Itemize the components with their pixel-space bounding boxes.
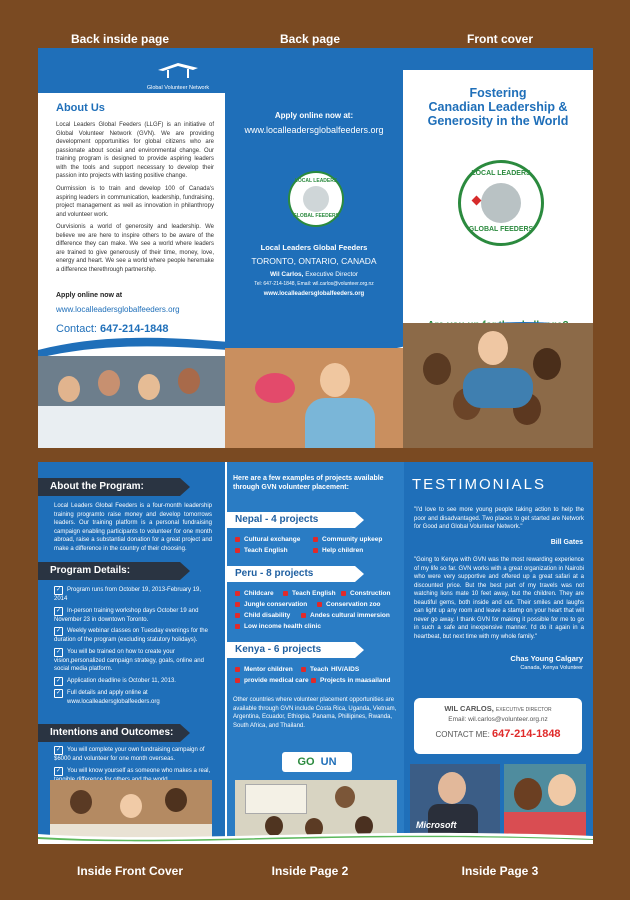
project-item: provide medical care xyxy=(235,675,311,686)
card-phone: 647-214-1848 xyxy=(492,728,561,740)
front-seal-globe xyxy=(481,183,521,223)
peru-list xyxy=(235,588,403,632)
card-name: WIL CARLOS, xyxy=(444,704,494,713)
other-countries: Other countries where volunteer placement opportunities are available through GVN include Costa Rica, Uganda, Vietnam, Argentina, Ecuador, Ethiopia, Panama, Phillipines, Rwanda, South Africa, and Thailand. xyxy=(233,697,397,729)
outcome-item: ✓ You will complete your own fundraising campaign of $6000 and volunteer for one month overseas. xyxy=(54,747,205,762)
card-role: EXECUTIVE DIRECTOR xyxy=(495,707,552,713)
testimonials-panel xyxy=(404,462,593,844)
quote-2-author: Chas Young Calgary xyxy=(510,654,583,663)
back-city: TORONTO, ONTARIO, CANADA xyxy=(251,256,377,266)
maple-leaf-icon xyxy=(472,196,482,206)
quote-2-sub: Canada, Kenya Volunteer xyxy=(520,665,583,671)
front-seal xyxy=(458,160,544,246)
project-item: Childcare xyxy=(235,588,283,599)
projects-panel xyxy=(227,462,404,844)
details-url[interactable]: www.localleadersglobalfeeders.org xyxy=(67,698,160,705)
seal-globe xyxy=(303,186,329,212)
back-person-role: Executive Director xyxy=(305,271,359,278)
hut-icon xyxy=(153,60,203,80)
project-item: Mentor children xyxy=(235,664,301,675)
inside-sheet xyxy=(38,462,593,844)
front-title-1: Fostering xyxy=(469,86,527,100)
project-item: Jungle conservation xyxy=(235,599,317,610)
project-item: Teach English xyxy=(283,588,341,599)
project-item: HIV/AIDS xyxy=(331,666,360,673)
seal-bottom: GLOBAL FEEDERS xyxy=(292,213,340,219)
check-icon: ✓ xyxy=(55,648,62,655)
label-back-inside: Back inside page xyxy=(70,32,170,46)
project-item: Teach xyxy=(301,664,331,675)
detail-item: ✓ Application deadline is October 11, 2013. xyxy=(55,677,176,684)
project-item: Teach English xyxy=(235,545,313,556)
quote-1: "I'd love to see more young people taking action to help the poor and disadvantaged. Two places to get started are Network for Good and Global Volunteer Network." xyxy=(414,507,584,530)
label-front-cover: Front cover xyxy=(466,32,533,46)
front-seal-bottom: GLOBAL FEEDERS xyxy=(468,226,534,233)
back-url2[interactable]: www.localleadersglobalfeeders.org xyxy=(263,291,365,297)
detail-item: ✓ Program runs from October 19, 2013-February 19, 2014 xyxy=(54,587,202,602)
about-text-2: Ourmission is to train and develop 100 of Canada's aspiring leaders in communication, leadership, fundraising, project management as well as innovation in philanthropy and volunteer work. xyxy=(56,186,214,218)
card-email: Email: wil.carlos@volunteer.org.nz xyxy=(448,716,548,723)
check-icon: ✓ xyxy=(55,587,62,593)
bottom-wave xyxy=(38,826,593,844)
about-title: About Us xyxy=(56,102,105,114)
go-logo-text: GO xyxy=(297,756,315,768)
about-program-text: Local Leaders Global Feeders is a four-month leadership training programto raise money and develop tomorrows leaders. Our training platform is a personal fundraising campaign enabling participants to volunteer for one month abroad, raise a substantial donation for a great project and make a difference in the country of their choosing. xyxy=(54,503,212,552)
about-program-bar: About the Program: xyxy=(38,478,180,496)
card-contact-line xyxy=(414,728,582,740)
front-title-3: Generosity in the World xyxy=(427,114,569,128)
outcomes-list xyxy=(54,746,214,784)
seal-top: LOCAL LEADERS xyxy=(294,178,338,184)
project-item: Conservation zoo xyxy=(317,599,381,610)
projects-intro: Here are a few examples of projects available through GVN volunteer placement: xyxy=(233,475,384,491)
back-person xyxy=(225,271,403,278)
volunteers-photo xyxy=(38,356,225,448)
program-details-list xyxy=(54,586,214,706)
program-details-bar: Program Details: xyxy=(38,562,180,580)
label-inside-front: Inside Front Cover xyxy=(76,864,183,878)
about-panel xyxy=(38,93,225,338)
gvn-logo xyxy=(143,60,213,91)
gvn-logo-text: Global Volunteer Network xyxy=(146,85,210,91)
card-name-line xyxy=(414,704,582,713)
children-photo xyxy=(403,323,593,448)
project-item: Projects in maasailand xyxy=(311,675,390,686)
check-icon: ✓ xyxy=(55,607,62,614)
about-url[interactable]: www.localleadersglobalfeeders.org xyxy=(56,305,180,314)
detail-item: ✓ Full details and apply online at xyxy=(55,689,148,696)
contact-label: Contact: xyxy=(56,323,97,335)
back-person-name: Wil Carlos, xyxy=(269,271,304,278)
label-inside-3: Inside Page 3 xyxy=(461,864,539,878)
quote-1-author: Bill Gates xyxy=(550,539,583,546)
detail-item: ✓ Weekly webinar classes on Tuesday evenings for the duration of the program (excluding statutory holidays). xyxy=(54,628,208,643)
detail-item: ✓ In-person training workshop days October 19 and November 23 in downtown Toronto. xyxy=(54,607,199,623)
about-apply: Apply online now at xyxy=(56,292,123,299)
back-apply: Apply online now at: xyxy=(274,111,354,120)
check-icon: ✓ xyxy=(55,689,62,696)
testimonials-title: TESTIMONIALS xyxy=(412,476,547,493)
project-item: Help children xyxy=(313,545,363,556)
check-icon: ✓ xyxy=(55,628,62,634)
front-seal-top: LOCAL LEADERS xyxy=(471,170,531,177)
project-item: Community upkeep xyxy=(313,534,382,545)
detail-item: ✓ You will be trained on how to create your vision,personalized campaign strategy, goals, online and social media platform. xyxy=(54,648,204,672)
program-panel xyxy=(38,462,225,844)
project-item: Child disability xyxy=(235,610,301,621)
outcomes-bar: Intentions and Outcomes: xyxy=(38,724,180,742)
nepal-list xyxy=(235,534,400,556)
project-item: Andes cultural immersion xyxy=(301,610,390,621)
front-title xyxy=(403,86,593,128)
project-item: Cultural exchange xyxy=(235,534,313,545)
kenya-bar: Kenya - 6 projects xyxy=(227,642,355,658)
un-logo-text: UN xyxy=(320,756,337,768)
check-icon: ✓ xyxy=(55,677,62,684)
about-text-3: Ourvisionis a world of generosity and leadership. We believe we are here to inspire others to be aware of the difference they can make. We see a world where leaders are trained to give generously of their time, money, love, energy and heart. We see a world where people heremake a difference therethrough partnership. xyxy=(56,224,214,273)
peru-bar: Peru - 8 projects xyxy=(227,566,355,582)
label-inside-2: Inside Page 2 xyxy=(271,864,349,878)
label-back-page: Back page xyxy=(279,32,341,46)
back-url[interactable]: www.localleadersglobalfeeders.org xyxy=(244,125,384,135)
llgf-seal xyxy=(288,171,344,227)
check-icon: ✓ xyxy=(55,747,62,753)
front-title-2: Canadian Leadership & xyxy=(428,100,568,114)
back-contact-line: Tel: 647-214-1848, Email: wil.carlos@volunteer.org.nz xyxy=(254,281,374,287)
quote-2: "Going to Kenya with GVN was the most rewarding experience of my life so far. GVN works with a great organization in Nairobi who were very supportive and offered up a great safari at a discounted price. But the best part of my travels was not watching lions mate 10 feet away, but the children. They are beautiful gems, both inside and out. Their smiles and laughs can light up any room and leave a stamp on your heart that will never go away. I thank GVN for making it possible for me to go in such a safe and inexpensive manner. I'd do it again in a heartbeat, but next time with my whole family." xyxy=(414,557,584,640)
front-panel xyxy=(403,70,593,340)
kenya-list xyxy=(235,664,403,686)
go-un-logo xyxy=(282,752,352,772)
check-icon: ✓ xyxy=(55,767,62,774)
outside-sheet xyxy=(38,48,593,448)
back-org: Local Leaders Global Feeders xyxy=(260,243,368,252)
project-item: Low income health clinic xyxy=(235,621,321,632)
photo-brand: Microsoft xyxy=(416,820,457,830)
nepal-bar: Nepal - 4 projects xyxy=(227,512,355,528)
balloon-photo xyxy=(225,348,403,448)
project-item: Construction xyxy=(341,588,390,599)
contact-card xyxy=(414,698,582,754)
contact-phone: 647-214-1848 xyxy=(100,323,169,335)
card-contact-label: CONTACT ME: xyxy=(435,730,490,739)
about-text-1: Local Leaders Global Feeders (LLGF) is an initiative of Global Volunteer Network (GVN). We are providing development opportunities for global citizens who are passionate about social and environmental change. Our training program is designed to provide aspiring leaders with the tools and support necessary to develop their passion into projects with lasting positive change. xyxy=(56,122,214,179)
outcome-item: ✓ You will know yourself as someone who makes a real, xyxy=(55,767,211,774)
